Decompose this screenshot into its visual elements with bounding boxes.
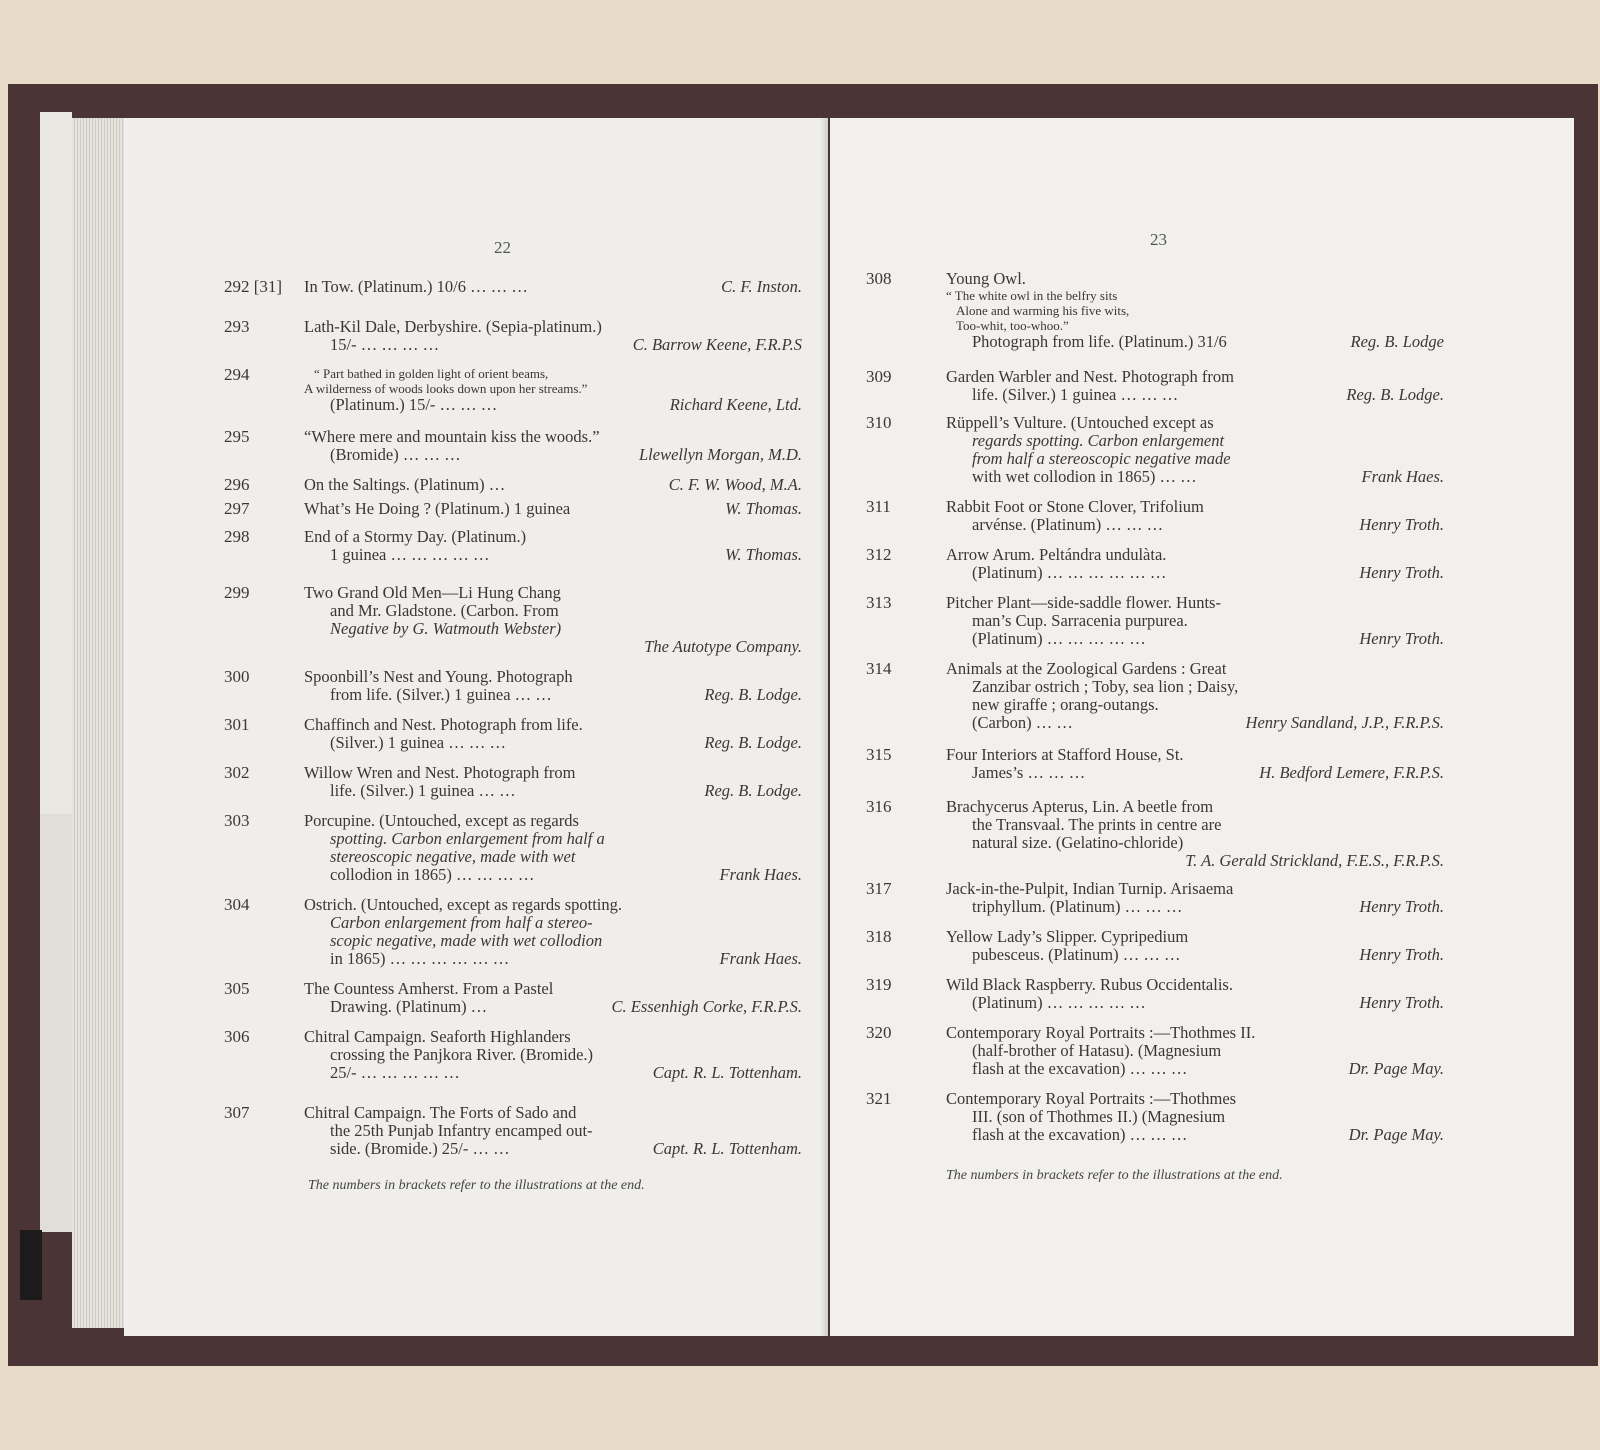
entry-text: On the Saltings. (Platinum) …: [304, 475, 506, 494]
entry-number: 303: [224, 811, 250, 830]
entry-number: 296: [224, 475, 250, 494]
entry-text: Zanzibar ostrich ; Toby, sea lion ; Daisy,: [972, 677, 1239, 696]
entry-credit: T. A. Gerald Strickland, F.E.S., F.R.P.S.: [1185, 851, 1444, 870]
entry-number: 314: [866, 659, 892, 678]
entry-text: regards spotting. Carbon enlargement: [972, 431, 1225, 450]
entry-text: from life. (Silver.) 1 guinea … …: [330, 685, 552, 704]
entry-text: Wild Black Raspberry. Rubus Occidentalis.: [946, 975, 1233, 994]
entry-credit: Capt. R. L. Tottenham.: [652, 1063, 802, 1082]
entry-credit: Dr. Page May.: [1348, 1059, 1444, 1078]
entry-text: (Bromide) … … …: [330, 445, 461, 464]
entry-credit: Henry Troth.: [1359, 993, 1444, 1012]
entry-text: (Platinum.) 15/- … … …: [330, 395, 498, 414]
entry-text: Chaffinch and Nest. Photograph from life.: [304, 715, 583, 734]
page-number: 23: [1150, 230, 1167, 249]
entry-number: 311: [866, 497, 891, 516]
entry-number: 305: [224, 979, 250, 998]
entry-quote: A wilderness of woods looks down upon her streams.”: [304, 381, 588, 396]
entry-text: from half a stereoscopic negative made: [972, 449, 1231, 468]
entry-text: Lath-Kil Dale, Derbyshire. (Sepia-platinum.): [304, 317, 602, 336]
entry-text: stereoscopic negative, made with wet: [330, 847, 576, 866]
entry-text: Brachycerus Apterus, Lin. A beetle from: [946, 797, 1214, 816]
entry-text: Ostrich. (Untouched, except as regards spotting.: [304, 895, 622, 914]
entry-text: James’s … … …: [972, 763, 1086, 782]
entry-credit: Capt. R. L. Tottenham.: [652, 1139, 802, 1158]
entry-number: 310: [866, 413, 892, 432]
entry-text: Pitcher Plant—side-saddle flower. Hunts-: [946, 593, 1221, 612]
entry-credit: Henry Troth.: [1359, 945, 1444, 964]
entry-credit: Dr. Page May.: [1348, 1125, 1444, 1144]
entry-quote: Alone and warming his five wits,: [956, 303, 1130, 318]
entry-number: 321: [866, 1089, 892, 1108]
entry-text: arvénse. (Platinum) … … …: [972, 515, 1164, 534]
entry-credit: Henry Troth.: [1359, 897, 1444, 916]
entry-text: Rüppell’s Vulture. (Untouched except as: [946, 413, 1214, 432]
entry-credit: Frank Haes.: [719, 865, 802, 884]
footnote: The numbers in brackets refer to the illustrations at the end.: [308, 1178, 645, 1193]
entry-text: scopic negative, made with wet collodion: [330, 931, 603, 950]
bookmark-ribbon: [20, 1230, 42, 1300]
entry-credit: H. Bedford Lemere, F.R.P.S.: [1259, 763, 1444, 782]
entry-text: What’s He Doing ? (Platinum.) 1 guinea: [304, 499, 571, 518]
entry-text: man’s Cup. Sarracenia purpurea.: [972, 611, 1188, 630]
entry-text: natural size. (Gelatino-chloride): [972, 833, 1184, 852]
entry-text: Yellow Lady’s Slipper. Cypripedium: [946, 927, 1189, 946]
entry-number: 304: [224, 895, 250, 914]
entry-text: The Countess Amherst. From a Pastel: [304, 979, 554, 998]
entry-quote: “ Part bathed in golden light of orient beams,: [314, 366, 549, 381]
entry-number: 312: [866, 545, 892, 564]
entry-text: Four Interiors at Stafford House, St.: [946, 745, 1184, 764]
entry-number: 317: [866, 879, 892, 898]
entry-text: the Transvaal. The prints in centre are: [972, 815, 1222, 834]
entry-credit: Henry Troth.: [1359, 515, 1444, 534]
entry-text: triphyllum. (Platinum) … … …: [972, 897, 1183, 916]
entry-number: 297: [224, 499, 250, 518]
entry-credit: Richard Keene, Ltd.: [669, 395, 802, 414]
entry-text: with wet collodion in 1865) … …: [972, 467, 1197, 486]
entry-text: Porcupine. (Untouched, except as regards: [304, 811, 579, 830]
entry-credit: W. Thomas.: [725, 499, 802, 518]
entry-text: collodion in 1865) … … … …: [330, 865, 535, 884]
entry-quote: Too-whit, too-whoo.”: [956, 318, 1069, 333]
entry-text: crossing the Panjkora River. (Bromide.): [330, 1045, 594, 1064]
entry-text: (Carbon) … …: [972, 713, 1073, 732]
entry-text: Drawing. (Platinum) …: [330, 997, 488, 1016]
entry-number: 302: [224, 763, 250, 782]
entry-text: (Platinum) … … … … …: [972, 629, 1146, 648]
entry-credit: C. Barrow Keene, F.R.P.S: [632, 335, 802, 354]
entry-credit: The Autotype Company.: [644, 637, 802, 656]
left-page: [124, 118, 828, 1336]
entry-text: 15/- … … … …: [330, 335, 440, 354]
entry-credit: C. F. Inston.: [721, 277, 802, 296]
entry-number: 301: [224, 715, 250, 734]
entry-quote: “ The white owl in the belfry sits: [946, 288, 1118, 303]
entry-text: Photograph from life. (Platinum.) 31/6: [972, 332, 1227, 351]
entry-text: Contemporary Royal Portraits :—Thothmes II.: [946, 1023, 1256, 1042]
entry-text: Carbon enlargement from half a stereo-: [330, 913, 593, 932]
entry-text: in 1865) … … … … … …: [330, 949, 510, 968]
entry-credit: C. F. W. Wood, M.A.: [668, 475, 802, 494]
entry-credit: Reg. B. Lodge: [1350, 332, 1444, 351]
page-number: 22: [494, 238, 511, 257]
entry-number: 316: [866, 797, 892, 816]
entry-number: 292 [31]: [224, 277, 283, 296]
entry-text: pubesceus. (Platinum) … … …: [972, 945, 1181, 964]
entry-number: 309: [866, 367, 892, 386]
entry-text: In Tow. (Platinum.) 10/6 … … …: [304, 277, 528, 296]
entry-text: “Where mere and mountain kiss the woods.”: [304, 427, 600, 446]
footnote: The numbers in brackets refer to the illustrations at the end.: [946, 1168, 1283, 1183]
entry-number: 318: [866, 927, 892, 946]
entry-number: 313: [866, 593, 892, 612]
entry-text: life. (Silver.) 1 guinea … … …: [972, 385, 1179, 404]
entry-credit: C. Essenhigh Corke, F.R.P.S.: [611, 997, 802, 1016]
entry-credit: Henry Sandland, J.P., F.R.P.S.: [1245, 713, 1444, 732]
entry-number: 298: [224, 527, 250, 546]
entry-number: 308: [866, 269, 892, 288]
entry-text: Arrow Arum. Peltándra undulàta.: [946, 545, 1167, 564]
entry-credit: Henry Troth.: [1359, 629, 1444, 648]
page-stack-strip: [40, 112, 72, 814]
entry-credit: Henry Troth.: [1359, 563, 1444, 582]
entry-text: Young Owl.: [946, 269, 1026, 288]
entry-text: Willow Wren and Nest. Photograph from: [304, 763, 576, 782]
entry-text: the 25th Punjab Infantry encamped out-: [330, 1121, 593, 1140]
right-page: [830, 118, 1574, 1336]
entry-text: (Platinum) … … … … …: [972, 993, 1146, 1012]
entry-text: Chitral Campaign. Seaforth Highlanders: [304, 1027, 571, 1046]
entry-credit: Frank Haes.: [719, 949, 802, 968]
entry-number: 320: [866, 1023, 892, 1042]
entry-text: 25/- … … … … …: [330, 1063, 460, 1082]
entry-number: 307: [224, 1103, 250, 1122]
entry-credit: Reg. B. Lodge.: [704, 733, 802, 752]
entry-number: 315: [866, 745, 892, 764]
entry-text: Negative by G. Watmouth Webster): [330, 619, 562, 638]
entry-text: Spoonbill’s Nest and Young. Photograph: [304, 667, 573, 686]
entry-credit: W. Thomas.: [725, 545, 802, 564]
entry-text: Jack-in-the-Pulpit, Indian Turnip. Arisaema: [946, 879, 1234, 898]
entry-number: 299: [224, 583, 250, 602]
entry-text: Animals at the Zoological Gardens : Great: [946, 659, 1227, 678]
entry-text: life. (Silver.) 1 guinea … …: [330, 781, 516, 800]
entry-number: 319: [866, 975, 892, 994]
entry-text: spotting. Carbon enlargement from half a: [330, 829, 605, 848]
entry-text: (Platinum) … … … … … …: [972, 563, 1167, 582]
entry-number: 306: [224, 1027, 250, 1046]
entry-text: Contemporary Royal Portraits :—Thothmes: [946, 1089, 1237, 1108]
page-stack-strip-lower: [40, 814, 72, 1232]
entry-text: Two Grand Old Men—Li Hung Chang: [304, 583, 561, 602]
entry-text: flash at the excavation) … … …: [972, 1059, 1188, 1078]
entry-text: Rabbit Foot or Stone Clover, Trifolium: [946, 497, 1204, 516]
entry-text: Chitral Campaign. The Forts of Sado and: [304, 1103, 577, 1122]
entry-text: III. (son of Thothmes II.) (Magnesium: [972, 1107, 1226, 1126]
entry-credit: Llewellyn Morgan, M.D.: [639, 445, 802, 464]
entry-text: and Mr. Gladstone. (Carbon. From: [330, 601, 559, 620]
entry-text: side. (Bromide.) 25/- … …: [330, 1139, 510, 1158]
entry-credit: Reg. B. Lodge.: [704, 685, 802, 704]
entry-text: 1 guinea … … … … …: [330, 545, 490, 564]
entry-text: Garden Warbler and Nest. Photograph from: [946, 367, 1234, 386]
entry-text: (Silver.) 1 guinea … … …: [330, 733, 506, 752]
entry-text: End of a Stormy Day. (Platinum.): [304, 527, 527, 546]
entry-text: (half-brother of Hatasu). (Magnesium: [972, 1041, 1222, 1060]
entry-credit: Reg. B. Lodge.: [1346, 385, 1444, 404]
entry-number: 293: [224, 317, 250, 336]
entry-credit: Frank Haes.: [1361, 467, 1444, 486]
entry-credit: Reg. B. Lodge.: [704, 781, 802, 800]
page-edges: [72, 118, 126, 1328]
entry-number: 294: [224, 365, 250, 384]
entry-number: 295: [224, 427, 250, 446]
entry-number: 300: [224, 667, 250, 686]
entry-text: new giraffe ; orang-outangs.: [972, 695, 1159, 714]
entry-text: flash at the excavation) … … …: [972, 1125, 1188, 1144]
